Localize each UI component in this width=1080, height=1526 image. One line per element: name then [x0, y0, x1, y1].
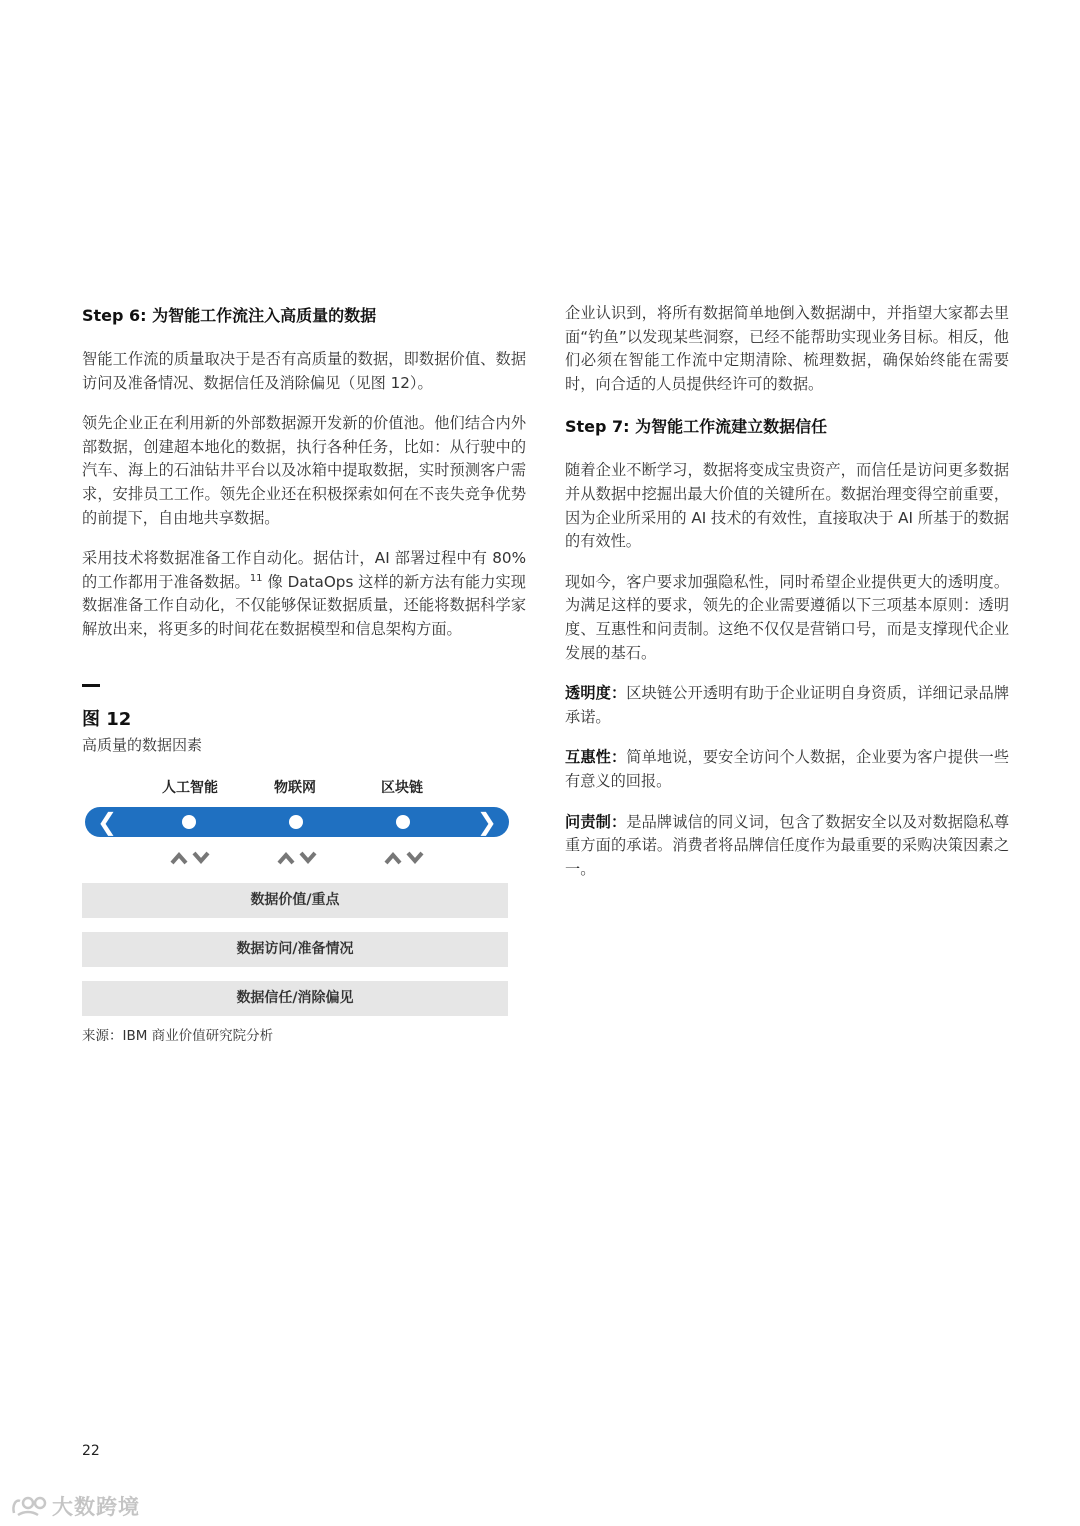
step6-paragraph-3-part-a: 采用技术将数据准备工作自动化。据估计，AI 部署过程中有 80% 的工作都用于准备数据。: [82, 549, 526, 591]
up-down-chevron-icon: [169, 847, 211, 867]
step7-paragraph-1: 随着企业不断学习，数据将变成宝贵资产，而信任是访问更多数据并从数据中挖掘出最大价值的关键所在。数据治理变得空前重要，因为企业所采用的 AI 技术的有效性，直接取决于 AI 所基于的数据的有效性。: [565, 461, 1009, 551]
figure-source: 来源：IBM 商业价值研究院分析: [82, 1027, 274, 1044]
accountability-text: 是品牌诚信的同义词，包含了数据安全以及对数据隐私尊重方面的承诺。消费者将品牌信任度作为最重要的采购决策因素之一。: [565, 812, 1010, 878]
tech-dot-iot: [289, 815, 303, 829]
step7-heading: Step 7: 为智能工作流建立数据信任: [565, 417, 828, 437]
page-number: 22: [82, 1443, 100, 1459]
step6-heading: Step 6: 为智能工作流注入高质量的数据: [82, 306, 377, 325]
factor-data-value: 数据价值/重点: [82, 883, 508, 918]
accountability-label: 问责制：: [565, 812, 627, 831]
step6-paragraph-2: 领先企业正在利用新的外部数据源开发新的价值池。他们结合内外部数据，创建超本地化的数据，执行各种任务，比如：从行驶中的汽车、海上的石油钻井平台以及冰箱中提取数据，实时预测客户需求，安排员工工作。领先企业还在积极探索如何在不丧失竞争优势的前提下，自由地共享数据。: [82, 414, 526, 527]
up-down-chevron-icon: [276, 847, 318, 867]
tech-dot-ai: [182, 815, 196, 829]
left-column: [82, 302, 526, 1046]
technology-labels: [82, 777, 526, 807]
factor-data-trust: 数据信任/消除偏见: [82, 981, 508, 1016]
tech-label-blockchain: 区块链: [381, 779, 423, 796]
step6-paragraph-3: [82, 547, 526, 641]
transparency-paragraph: [565, 682, 1009, 729]
reciprocity-text: 简单地说，要安全访问个人数据，企业要为客户提供一些有意义的回报。: [565, 748, 1010, 790]
up-down-indicators: [82, 837, 526, 871]
chevron-right-icon: ❯: [476, 807, 497, 836]
chevron-left-icon: ❮: [97, 807, 118, 836]
factor-data-access: 数据访问/准备情况: [82, 932, 508, 967]
figure-title: 图 12: [82, 708, 132, 730]
up-down-chevron-icon: [383, 847, 425, 867]
transparency-label: 透明度：: [565, 684, 627, 703]
right-column: [565, 302, 1009, 898]
figure-subtitle: 高质量的数据因素: [82, 735, 203, 754]
tech-dot-blockchain: [396, 815, 410, 829]
reciprocity-label: 互惠性：: [565, 748, 627, 767]
footnote-ref: 11: [249, 572, 263, 584]
step7-paragraph-2: 现如今，客户要求加强隐私性，同时希望企业提供更大的透明度。为满足这样的要求，领先的企业需要遵循以下三项基本原则：透明度、互惠性和问责制。这绝不仅仅是营销口号，而是支撑现代企业发展的基石。: [565, 572, 1009, 662]
accountability-paragraph: [565, 811, 1009, 882]
watermark-logo-icon: [10, 1493, 50, 1519]
tech-label-iot: 物联网: [274, 779, 316, 796]
watermark-text: 大数跨境: [52, 1495, 140, 1519]
reciprocity-paragraph: [565, 746, 1009, 793]
transparency-text: 区块链公开透明有助于企业证明自身资质，详细记录品牌承诺。: [565, 684, 1010, 726]
step6-paragraph-3-part-b: 像 DataOps 这样的新方法有能力实现数据准备工作自动化，不仅能够保证数据质量，还能将数据科学家解放出来，将更多的时间花在数据模型和信息架构方面。: [82, 572, 526, 638]
figure-divider: [82, 684, 100, 687]
step6-paragraph-1: 智能工作流的质量取决于是否有高质量的数据，即数据价值、数据访问及准备情况、数据信任及消除偏见（见图 12）。: [82, 350, 526, 392]
watermark: [10, 1492, 140, 1520]
data-lake-paragraph: 企业认识到，将所有数据简单地倒入数据湖中，并指望大家都去里面“钓鱼”以发现某些洞察，已经不能帮助实现业务目标。相反，他们必须在智能工作流中定期清除、梳理数据，确保始终能在需要时，向合适的人员提供经许可的数据。: [565, 304, 1009, 393]
tech-label-ai: 人工智能: [162, 779, 218, 796]
technology-bar: [85, 807, 509, 837]
